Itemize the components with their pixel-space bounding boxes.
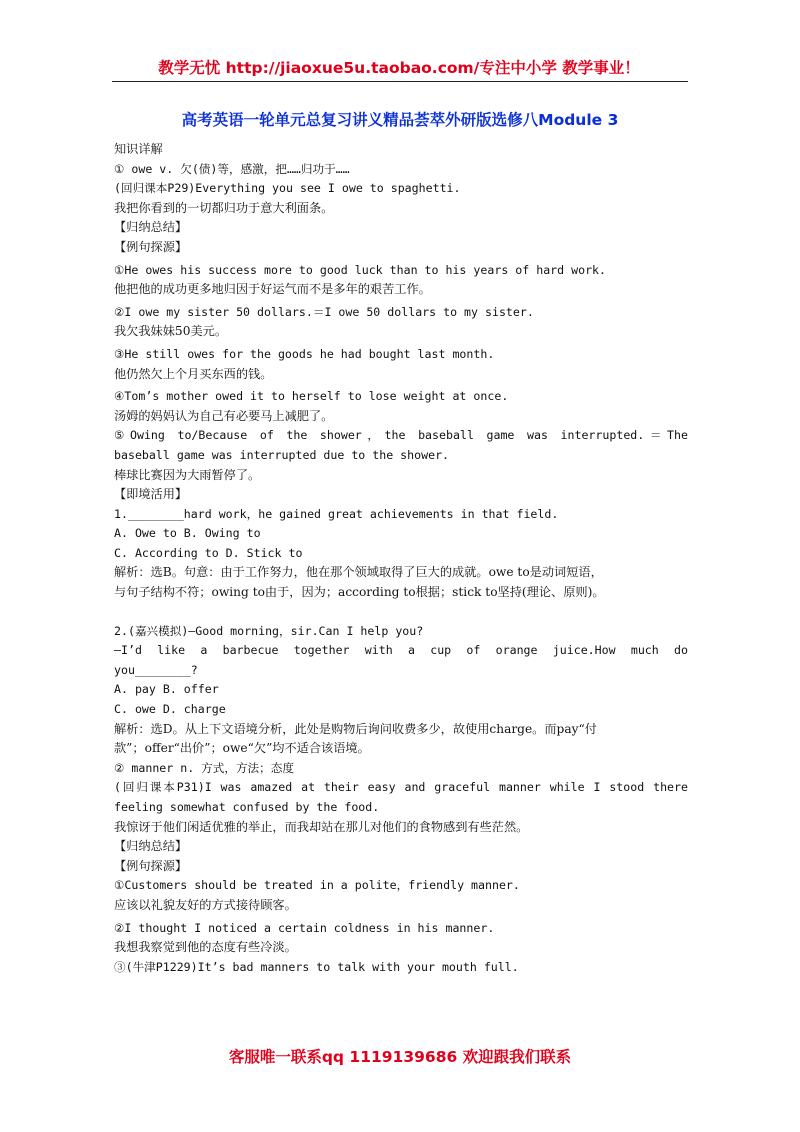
examples-heading: 【例句探源】 [114,239,188,254]
question-1-explanation: 解析：选B。句意：由于工作努力，他在那个领域取得了巨大的成就。owe to是动词短语， [114,565,603,580]
example-translation: 我欠我妹妹50美元。 [114,324,228,339]
example-sentence: ①He owes his success more to good luck than to his years of hard work. [114,262,607,277]
document-title: 高考英语一轮单元总复习讲义精品荟萃外研版选修八Module 3 [181,111,619,129]
example-translation: 棒球比赛因为大雨暂停了。 [114,467,261,482]
textbook-quote: (回归课本P31)I was amazed at their easy and graceful manner while I stood there [114,780,688,795]
examples-heading: 【例句探源】 [114,858,188,873]
textbook-quote-continued: feeling somewhat confused by the food. [114,800,380,814]
example-translation: 他仍然欠上个月买东西的钱。 [114,366,273,381]
page-header: 教学无忧 http://jiaoxue5u.taobao.com/专注中小学 教学事业！ [158,59,640,77]
document-body [114,140,688,977]
example-sentence: ②I owe my sister 50 dollars.＝I owe 50 dollars to my sister. [114,304,534,319]
example-translation: 我想我察觉到他的态度有些冷淡。 [114,940,297,955]
question-2-explanation-continued: 款”；offer“出价”；owe“欠”均不适合该语境。 [114,741,370,756]
summary-heading: 【归纳总结】 [114,839,188,854]
vocab-entry-manner: ② manner n. 方式，方法；态度 [114,760,294,775]
vocab-entry-owe: ① owe v. 欠(债)等，感激，把……归功于…… [114,161,350,176]
question-1-options-cd: C. According to D. Stick to [114,545,303,560]
example-translation: 应该以礼貌友好的方式接待顾客。 [114,897,297,912]
question-2-blank: you________? [114,662,198,677]
example-sentence: ③(牛津P1229)It’s bad manners to talk with your mouth full. [114,959,519,974]
translation-line: 我惊讶于他们闲适优雅的举止，而我却站在那儿对他们的食物感到有些茫然。 [114,819,529,834]
example-sentence: ④Tom’s mother owed it to herself to lose weight at once. [114,389,509,404]
practice-heading: 【即境活用】 [114,487,188,502]
textbook-quote: (回归课本P29)Everything you see I owe to spaghetti. [114,181,461,196]
question-2-dialogue: —I’d like a barbecue together with a cup of orange juice.How much do [114,643,688,658]
header-divider [112,81,688,82]
page-footer: 客服唯一联系qq 1119139686 欢迎跟我们联系 [228,1048,572,1066]
example-sentence: ③He still owes for the goods he had bought last month. [114,346,495,361]
question-1-options-ab: A. Owe to B. Owing to [114,526,261,541]
question-2-options-cd: C. owe D. charge [114,702,226,717]
example-translation: 汤姆的妈妈认为自己有必要马上减肥了。 [114,408,334,423]
summary-heading: 【归纳总结】 [114,220,188,235]
example-sentence: ⑤Owing to/Because of the shower，the baseball game was interrupted.＝The [114,428,688,443]
example-sentence: ②I thought I noticed a certain coldness in his manner. [114,920,495,935]
translation-line: 我把你看到的一切都归功于意大利面条。 [114,200,334,215]
example-translation: 他把他的成功更多地归因于好运气而不是多年的艰苦工作。 [114,282,431,297]
example-sentence: ①Customers should be treated in a polite，friendly manner. [114,878,520,893]
question-1: 1.________hard work，he gained great achievements in that field. [114,506,559,521]
question-2-explanation: 解析：选D。从上下文语境分析，此处是购物后询问收费多少，故使用charge。而pay“付 [114,721,597,736]
example-sentence-continued: baseball game was interrupted due to the shower. [114,447,450,462]
question-2-options-ab: A. pay B. offer [114,682,219,697]
question-2: 2.(嘉兴模拟)—Good morning，sir.Can I help you? [114,623,424,638]
section-heading: 知识详解 [114,142,163,156]
question-1-explanation-continued: 与句子结构不符；owing to由于，因为；according to根据；stick to坚持(理论、原则)。 [114,585,605,600]
